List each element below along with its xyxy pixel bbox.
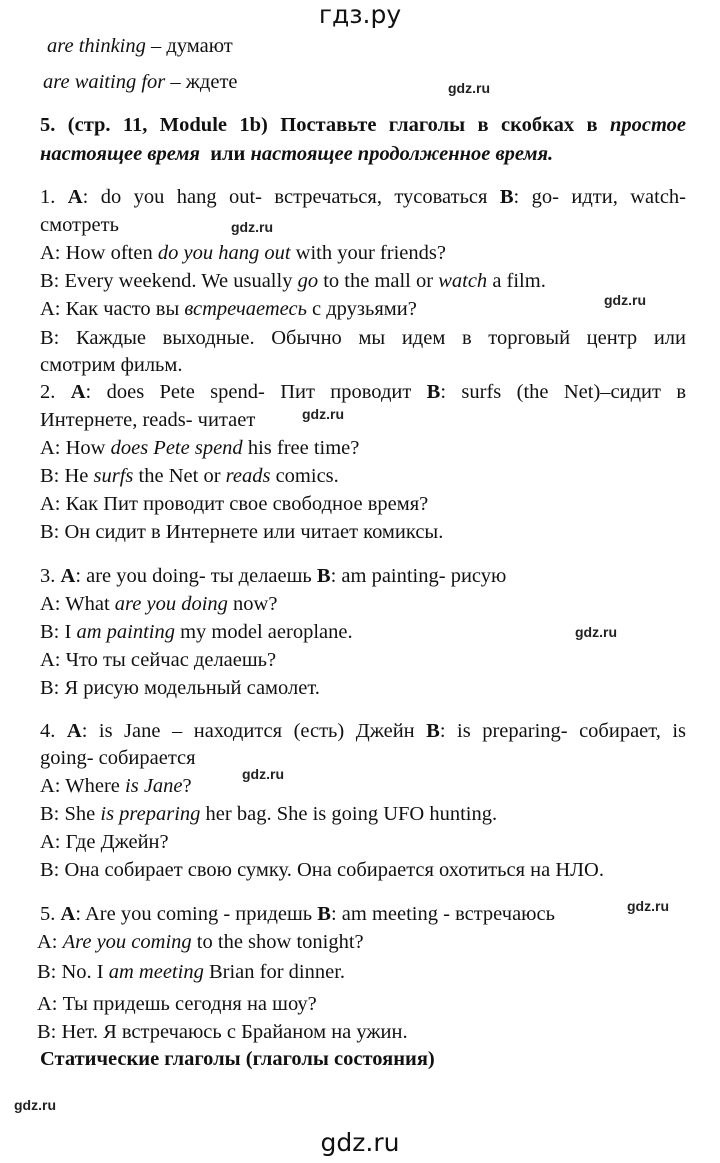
watermark-small: gdz.ru	[302, 406, 344, 422]
ex1-header: 1. A: do you hang out- встречаться, тусоваться B: go- идти, watch-	[40, 186, 686, 208]
ex5-ru-answer: B: Нет. Я встречаюсь с Брайаном на ужин.	[37, 1021, 408, 1043]
watermark-small: gdz.ru	[231, 219, 273, 235]
ex5-ru-question: A: Ты придешь сегодня на шоу?	[37, 993, 317, 1015]
ex3-ru-answer: B: Я рисую модельный самолет.	[40, 677, 320, 699]
watermark-small: gdz.ru	[448, 80, 490, 96]
ex-a-text: : do you hang out- встречаться, тусоваться	[82, 186, 488, 208]
watermark-small: gdz.ru	[604, 292, 646, 308]
ex3-header: 3. A: are you doing- ты делаешь B: am painting- рисую	[40, 565, 507, 587]
ex-number: 3.	[40, 565, 56, 587]
ex2-answer: B: He surfs the Net or reads comics.	[40, 465, 339, 487]
speaker-a: A	[60, 903, 76, 925]
speaker-b: B	[426, 381, 441, 403]
task-heading-italic: настоящее продолженное время.	[250, 143, 554, 165]
vocab-line	[47, 33, 233, 59]
ex1-answer: B: Every weekend. We usually go to the mall or watch a film.	[40, 270, 546, 292]
ex4-ru-answer: B: Она собирает свою сумку. Она собирается охотиться на НЛО.	[40, 859, 604, 881]
vocab-en: are waiting for	[43, 71, 166, 93]
ex-number: 4.	[40, 720, 56, 742]
watermark-small: gdz.ru	[627, 898, 669, 914]
ex5-header: 5. A: Are you coming - придешь B: am meeting - встречаюсь	[40, 903, 555, 925]
ex1-header-cont: смотреть	[40, 214, 119, 236]
ex5-answer: B: No. I am meeting Brian for dinner.	[37, 961, 346, 983]
ex-number: 1	[40, 186, 51, 208]
watermark-small: gdz.ru	[242, 766, 284, 782]
ex-number: 5.	[40, 903, 56, 925]
ex3-question: A: What are you doing now?	[40, 593, 278, 615]
ex-number: 2.	[40, 381, 56, 403]
ex2-question: A: How does Pete spend his free time?	[40, 437, 360, 459]
ex1-question: A: How often do you hang out with your friends?	[40, 242, 446, 264]
ex3-answer: B: I am painting my model aeroplane.	[40, 621, 353, 643]
task-heading	[40, 112, 686, 138]
speaker-a: A	[67, 186, 83, 208]
ex3-ru-question: A: Что ты сейчас делаешь?	[40, 649, 277, 671]
ex2-ru-answer: B: Он сидит в Интернете или читает комиксы.	[40, 521, 444, 543]
task-heading-line2	[40, 141, 553, 167]
ex-b-text: : go- идти, watch-	[513, 186, 686, 208]
section-title: Статические глаголы (глаголы состояния)	[40, 1048, 435, 1070]
speaker-a: A	[60, 565, 76, 587]
ex4-header: 4. A: is Jane – находится (есть) Джейн B: is preparing- собирает, is	[40, 720, 686, 742]
footer-watermark: gdz.ru	[320, 1128, 400, 1157]
ex5-question: A: Are you coming to the show tonight?	[37, 931, 364, 953]
task-heading-italic: простое	[609, 114, 686, 136]
ex4-header-cont: going- собирается	[40, 747, 196, 769]
speaker-b: B	[317, 903, 331, 925]
ex2-header-cont: Интернете, reads- читает	[40, 409, 256, 431]
watermark-small: gdz.ru	[14, 1097, 56, 1113]
watermark-small: gdz.ru	[575, 624, 617, 640]
ex1-ru-answer: B: Каждые выходные. Обычно мы идем в торговый центр или	[40, 327, 686, 349]
task-heading-text: 5. (стр. 11, Module 1b) Поставьте глаголы в скобках в	[40, 114, 598, 136]
vocab-line	[43, 69, 238, 95]
speaker-b: B	[499, 186, 514, 208]
task-heading-italic: настоящее время	[40, 143, 200, 165]
ex4-question: A: Where is Jane?	[40, 775, 192, 797]
ex4-answer: B: She is preparing her bag. She is going UFO hunting.	[40, 803, 498, 825]
task-heading-or: или	[210, 143, 246, 165]
ex4-ru-question: A: Где Джейн?	[40, 831, 169, 853]
vocab-en: are thinking	[47, 35, 146, 57]
vocab-ru: – ждете	[170, 71, 238, 93]
vocab-ru: – думают	[151, 35, 233, 57]
speaker-a: A	[66, 720, 82, 742]
speaker-b: B	[426, 720, 440, 742]
ex1-ru-question: A: Как часто вы встречаетесь с друзьями?	[40, 298, 417, 320]
ex2-ru-question: A: Как Пит проводит свое свободное время?	[40, 493, 429, 515]
speaker-b: B	[316, 565, 331, 587]
ex2-header: 2. A: does Pete spend- Пит проводит B: surfs (the Net)–сидит в	[40, 381, 686, 403]
ex1-ru-answer-cont: смотрим фильм.	[40, 354, 183, 376]
header-watermark: гдз.ру	[318, 0, 402, 29]
speaker-a: A	[70, 381, 86, 403]
